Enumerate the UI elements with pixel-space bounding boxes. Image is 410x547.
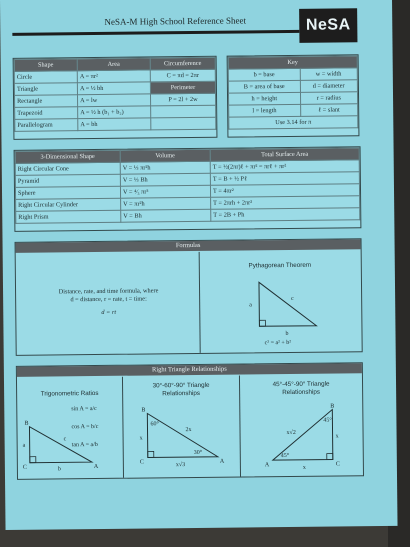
page-title: NeSA-M High School Reference Sheet <box>104 15 247 27</box>
solid-name: Right Prism <box>16 210 121 223</box>
solids-header-area: Total Surface Area <box>210 148 359 162</box>
logo-bar <box>12 30 299 36</box>
solid-surface-area: T = 2B + Ph <box>211 208 360 222</box>
vertex-a-label: A <box>93 463 99 471</box>
side-x-horizontal-label: x <box>302 464 306 471</box>
solid-name: Sphere <box>15 186 120 199</box>
key-entry: l = length <box>229 104 301 117</box>
table-row <box>16 208 360 224</box>
trig-title: Trigonometric Ratios <box>40 389 99 398</box>
shape-empty <box>151 117 216 130</box>
side-c-label: c <box>63 436 67 443</box>
key-header: Key <box>228 56 357 69</box>
angle-45-top-label: 45° <box>323 417 332 424</box>
t454590-title-2: Relationships <box>282 388 321 397</box>
shape-name: Trapezoid <box>15 107 78 120</box>
solid-surface-area: T = 2πrh + 2πr² <box>211 196 360 210</box>
t454590-title-1: 45°-45°-90° Triangle <box>272 380 330 389</box>
solids-header-volume: Volume <box>120 149 210 162</box>
t306090-right-angle-marker <box>148 451 154 457</box>
t454590-right-angle-marker <box>327 454 333 460</box>
vertex-a-label: A <box>219 458 225 465</box>
vertex-c-label: C <box>139 459 144 466</box>
key-entry: ℓ = slant <box>300 104 358 117</box>
side-2x-label: 2x <box>185 427 192 434</box>
t306090-triangle-shape <box>147 413 217 458</box>
solid-name: Pyramid <box>15 174 120 187</box>
side-x-label: x <box>139 435 143 442</box>
shape-area: A = ½ bh <box>77 82 150 95</box>
solids-table <box>15 147 361 224</box>
vertex-b-label: B <box>141 407 146 414</box>
angle-60-label: 60° <box>150 421 159 428</box>
solids-header-shape: 3-Dimensional Shape <box>15 150 120 163</box>
side-x-root2-label: x√2 <box>286 429 296 437</box>
shape-area: A = bh <box>78 118 151 131</box>
distance-text-1: Distance, rate, and time formula, where <box>58 287 159 296</box>
shape-circumference: C = πd = 2πr <box>150 69 215 82</box>
distance-text-2: d = distance, r = rate, t = time: <box>70 295 147 304</box>
solids-table-box <box>14 146 362 232</box>
t454590-diagram <box>242 397 361 474</box>
pythagorean-formula: c² = a² + b² <box>264 339 292 347</box>
right-triangle-shape <box>259 282 316 327</box>
shape-area: A = lw <box>77 94 150 107</box>
key-note: Use 3.14 for π <box>229 116 358 129</box>
shapes-table-box <box>13 56 218 140</box>
key-entry: w = width <box>300 68 358 81</box>
side-x-root3-label: x√3 <box>175 462 186 469</box>
shapes-header-area: Area <box>77 58 150 71</box>
key-entry: r = radius <box>300 92 358 105</box>
right-triangle-box <box>16 362 364 480</box>
pythagorean-diagram <box>231 270 332 349</box>
t306090-title-1: 30°-60°-90° Triangle <box>152 381 210 390</box>
shapes-table <box>14 57 217 132</box>
side-a-label: a <box>22 442 26 449</box>
angle-45-bottom-label: 45° <box>280 452 290 460</box>
side-b-label: b <box>285 330 289 338</box>
shape-perimeter: P = 2l + 2w <box>150 93 215 106</box>
key-table <box>228 55 359 129</box>
cos-ratio: cos A = b/c <box>71 423 99 431</box>
solid-surface-area: T = ½(2πr)ℓ + πr² = πrℓ + πr² <box>210 160 359 174</box>
shape-name: Triangle <box>14 83 77 96</box>
side-c-label: c <box>291 295 294 302</box>
key-entry: d = diameter <box>300 80 358 93</box>
solid-name: Right Circular Cone <box>15 162 120 175</box>
angle-30-label: 30° <box>193 449 203 456</box>
trig-diagram <box>19 400 122 477</box>
shape-name: Parallelogram <box>15 119 78 132</box>
solid-name: Right Circular Cylinder <box>16 198 121 211</box>
side-b-label: b <box>57 466 61 473</box>
side-x-vertical-label: x <box>335 433 339 440</box>
shapes-header-shape: Shape <box>14 59 77 72</box>
vertex-b-label: B <box>330 403 335 410</box>
table-row <box>15 117 216 131</box>
solid-surface-area: T = B + ½ Pℓ <box>210 172 359 186</box>
perimeter-header: Perimeter <box>150 81 215 94</box>
key-entry: b = base <box>228 68 300 81</box>
vertex-a-label: A <box>264 462 270 469</box>
shape-area: A = πr² <box>77 70 150 83</box>
key-table-box <box>227 54 360 137</box>
solid-volume: V = ⅓ Bh <box>120 173 210 186</box>
solid-volume: V = ⅓ πr²h <box>120 161 210 174</box>
formulas-box <box>15 238 363 356</box>
key-entry: B = area of base <box>228 80 300 93</box>
solid-volume: V = Bh <box>121 209 211 222</box>
table-row <box>229 116 358 129</box>
solid-volume: V = πr²h <box>121 197 211 210</box>
shape-empty <box>151 105 216 118</box>
vertex-c-label: C <box>22 464 27 471</box>
shapes-header-circumference: Circumference <box>150 57 215 70</box>
shape-name: Circle <box>14 71 77 84</box>
pythagorean-title: Pythagorean Theorem <box>248 261 312 270</box>
solid-surface-area: T = 4πr² <box>210 184 359 198</box>
distance-formula: d = rt <box>101 308 117 316</box>
vertex-c-label: C <box>335 461 340 468</box>
formulas-header: Formulas <box>16 239 361 253</box>
vertex-b-label: B <box>24 420 29 427</box>
right-triangle-header: Right Triangle Relationships <box>17 363 362 377</box>
side-a-label: a <box>249 302 252 309</box>
trig-right-angle-marker <box>30 457 36 463</box>
tan-ratio: tan A = a/b <box>71 441 98 449</box>
shape-area: A = ½ h (b₁ + b₂) <box>78 106 151 119</box>
t306090-diagram <box>125 399 238 476</box>
key-entry: h = height <box>228 92 300 105</box>
solid-volume: V = ⁴⁄₃ πr³ <box>120 185 210 198</box>
nesa-logo: NeSA <box>299 8 357 43</box>
right-angle-marker <box>259 320 265 326</box>
shape-name: Rectangle <box>14 95 77 108</box>
sin-ratio: sin A = a/c <box>71 406 97 413</box>
t306090-title-2: Relationships <box>162 389 201 398</box>
